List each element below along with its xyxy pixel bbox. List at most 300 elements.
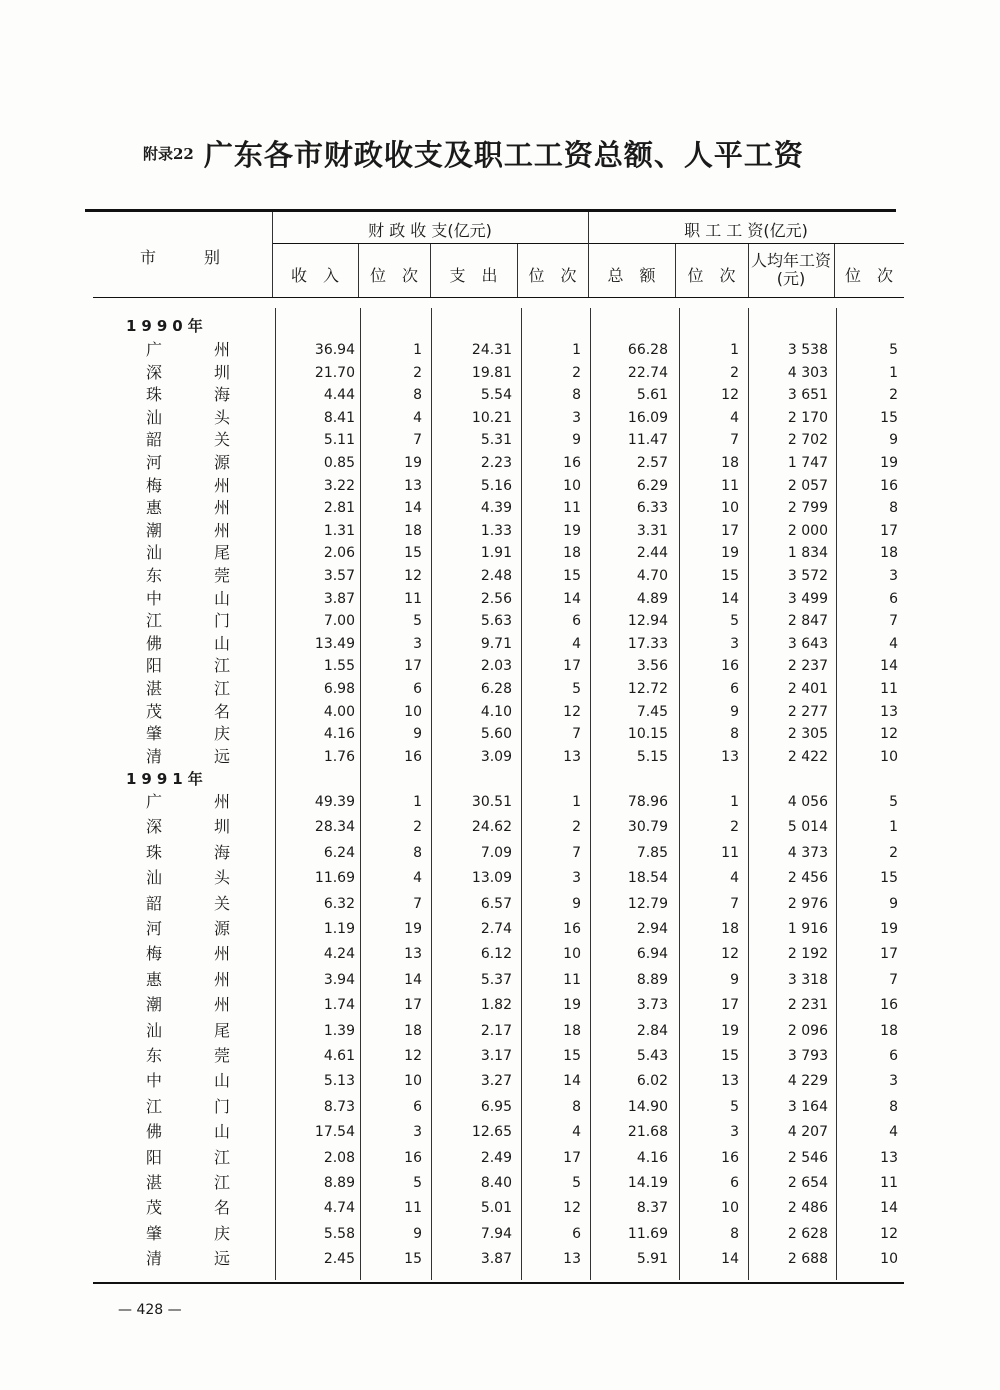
table-cell: 4 303 xyxy=(787,365,828,381)
table-cell: 4 xyxy=(730,410,739,426)
table-cell: 15 xyxy=(563,568,581,584)
table-cell: 1.76 xyxy=(323,749,355,765)
city-char-1: 珠 xyxy=(146,385,163,404)
city-char-2: 莞 xyxy=(213,566,230,585)
city-char-2: 源 xyxy=(213,919,230,938)
city-name xyxy=(146,384,230,406)
table-cell: 3 499 xyxy=(787,591,828,607)
city-char-2: 州 xyxy=(213,340,230,359)
table-cell: 14 xyxy=(721,1251,739,1267)
city-char-1: 清 xyxy=(146,1249,163,1268)
table-cell: 18 xyxy=(880,1023,898,1039)
table-cell: 6.33 xyxy=(636,500,668,516)
city-char-1: 茂 xyxy=(146,1198,163,1217)
city-char-2: 州 xyxy=(213,498,230,517)
table-cell: 2.17 xyxy=(480,1023,512,1039)
table-cell: 16.09 xyxy=(627,410,668,426)
table-cell: 19 xyxy=(880,921,898,937)
table-cell: 3 xyxy=(572,870,581,886)
table-cell: 3 793 xyxy=(787,1048,828,1064)
table-cell: 1.19 xyxy=(323,921,355,937)
year-label: 1990年 xyxy=(126,317,208,335)
table-cell: 16 xyxy=(721,658,739,674)
header-rank: 位 次 xyxy=(528,266,577,285)
city-char-1: 汕 xyxy=(146,543,163,562)
table-cell: 3 xyxy=(889,1073,898,1089)
city-char-1: 肇 xyxy=(146,724,163,743)
table-cell: 5.63 xyxy=(480,613,512,629)
table-cell: 4 xyxy=(413,410,422,426)
table-cell: 1 747 xyxy=(787,455,828,471)
table-cell: 19 xyxy=(563,997,581,1013)
table-cell: 3.22 xyxy=(323,478,355,494)
city-char-1: 湛 xyxy=(146,1173,163,1192)
table-cell: 5.31 xyxy=(480,432,512,448)
table-cell: 24.31 xyxy=(471,342,512,358)
table-cell: 2 xyxy=(572,819,581,835)
table-cell: 2 702 xyxy=(787,432,828,448)
city-char-2: 尾 xyxy=(213,1021,230,1040)
table-cell: 18 xyxy=(880,545,898,561)
table-cell: 4 xyxy=(730,870,739,886)
city-name xyxy=(146,497,230,519)
table-cell: 2 456 xyxy=(787,870,828,886)
table-cell: 11 xyxy=(721,845,739,861)
table-cell: 78.96 xyxy=(627,794,668,810)
city-name xyxy=(146,362,230,384)
table-cell: 7.85 xyxy=(636,845,668,861)
city-char-2: 山 xyxy=(213,589,230,608)
table-cell: 18 xyxy=(721,921,739,937)
table-cell: 2 xyxy=(889,845,898,861)
city-char-1: 佛 xyxy=(146,634,163,653)
table-cell: 2 xyxy=(889,387,898,403)
table-cell: 4 207 xyxy=(787,1124,828,1140)
table-cell: 8 xyxy=(413,845,422,861)
table-cell: 1.33 xyxy=(480,523,512,539)
city-name xyxy=(146,1020,230,1042)
city-char-2: 远 xyxy=(213,747,230,766)
city-name xyxy=(146,588,230,610)
city-char-2: 山 xyxy=(213,1122,230,1141)
table-cell: 5.16 xyxy=(480,478,512,494)
table-cell: 7 xyxy=(889,613,898,629)
city-name xyxy=(146,565,230,587)
table-cell: 3.17 xyxy=(480,1048,512,1064)
city-name xyxy=(146,918,230,940)
table-cell: 13 xyxy=(880,1150,898,1166)
table-cell: 7 xyxy=(413,432,422,448)
city-char-2: 庆 xyxy=(213,724,230,743)
table-cell: 4.74 xyxy=(323,1200,355,1216)
city-char-2: 江 xyxy=(213,656,230,675)
table-cell: 2 xyxy=(413,819,422,835)
table-cell: 1 xyxy=(889,819,898,835)
table-cell: 4 xyxy=(413,870,422,886)
city-name xyxy=(146,1121,230,1143)
table-cell: 2.74 xyxy=(480,921,512,937)
table-cell: 11.69 xyxy=(627,1226,668,1242)
table-cell: 11 xyxy=(404,1200,422,1216)
city-char-2: 尾 xyxy=(213,543,230,562)
table-cell: 15 xyxy=(721,568,739,584)
table-cell: 11.47 xyxy=(627,432,668,448)
table-cell: 6.98 xyxy=(323,681,355,697)
table-cell: 1 xyxy=(572,794,581,810)
table-cell: 15 xyxy=(404,545,422,561)
table-cell: 17 xyxy=(563,658,581,674)
table-cell: 8 xyxy=(572,387,581,403)
city-char-1: 阳 xyxy=(146,1148,163,1167)
table-cell: 12 xyxy=(880,1226,898,1242)
table-cell: 3 xyxy=(730,1124,739,1140)
table-cell: 19 xyxy=(880,455,898,471)
city-char-1: 广 xyxy=(146,792,163,811)
city-char-2: 海 xyxy=(213,843,230,862)
appendix-tag: 附录22 xyxy=(143,145,194,163)
table-cell: 6 xyxy=(413,1099,422,1115)
table-cell: 7 xyxy=(889,972,898,988)
table-cell: 2 976 xyxy=(787,896,828,912)
table-cell: 3 xyxy=(889,568,898,584)
city-char-1: 河 xyxy=(146,919,163,938)
table-cell: 1 xyxy=(413,794,422,810)
header-avg-line2: (元) xyxy=(776,269,806,288)
table-cell: 11 xyxy=(880,681,898,697)
table-cell: 9 xyxy=(730,704,739,720)
table-cell: 14 xyxy=(721,591,739,607)
city-char-2: 江 xyxy=(213,1173,230,1192)
table-cell: 2.57 xyxy=(636,455,668,471)
table-cell: 7 xyxy=(572,845,581,861)
table-cell: 5.91 xyxy=(636,1251,668,1267)
table-cell: 2 546 xyxy=(787,1150,828,1166)
table-cell: 4 229 xyxy=(787,1073,828,1089)
city-char-1: 广 xyxy=(146,340,163,359)
city-char-1: 深 xyxy=(146,363,163,382)
table-cell: 3.27 xyxy=(480,1073,512,1089)
table-cell: 30.79 xyxy=(627,819,668,835)
table-cell: 19 xyxy=(404,921,422,937)
table-cell: 28.34 xyxy=(314,819,355,835)
city-name xyxy=(146,1045,230,1067)
table-cell: 2.56 xyxy=(480,591,512,607)
table-cell: 6 xyxy=(572,1226,581,1242)
table-cell: 3 538 xyxy=(787,342,828,358)
table-cell: 16 xyxy=(404,749,422,765)
table-cell: 5.58 xyxy=(323,1226,355,1242)
table-cell: 6.12 xyxy=(480,946,512,962)
table-cell: 8 xyxy=(572,1099,581,1115)
table-cell: 3.87 xyxy=(480,1251,512,1267)
table-cell: 9 xyxy=(572,896,581,912)
table-cell: 17.54 xyxy=(314,1124,355,1140)
table-cell: 9 xyxy=(413,1226,422,1242)
table-cell: 12 xyxy=(721,387,739,403)
table-cell: 3 xyxy=(572,410,581,426)
table-cell: 19 xyxy=(563,523,581,539)
table-cell: 4.16 xyxy=(636,1150,668,1166)
table-cell: 11 xyxy=(721,478,739,494)
table-cell: 3 164 xyxy=(787,1099,828,1115)
city-char-1: 东 xyxy=(146,1046,163,1065)
table-cell: 13 xyxy=(563,749,581,765)
city-char-1: 湛 xyxy=(146,679,163,698)
city-char-1: 梅 xyxy=(146,944,163,963)
city-name xyxy=(146,746,230,768)
city-name xyxy=(146,542,230,564)
city-name xyxy=(146,994,230,1016)
city-char-2: 州 xyxy=(213,792,230,811)
table-cell: 16 xyxy=(721,1150,739,1166)
table-cell: 6.32 xyxy=(323,896,355,912)
city-char-1: 韶 xyxy=(146,430,163,449)
city-name xyxy=(146,867,230,889)
table-cell: 12 xyxy=(721,946,739,962)
table-cell: 2 000 xyxy=(787,523,828,539)
city-name xyxy=(146,893,230,915)
city-char-2: 山 xyxy=(213,1071,230,1090)
table-cell: 5 xyxy=(572,681,581,697)
table-cell: 8.40 xyxy=(480,1175,512,1191)
table-cell: 3.09 xyxy=(480,749,512,765)
city-name xyxy=(146,969,230,991)
table-cell: 6.29 xyxy=(636,478,668,494)
table-cell: 10 xyxy=(563,478,581,494)
table-cell: 2.06 xyxy=(323,545,355,561)
city-char-1: 清 xyxy=(146,747,163,766)
city-char-1: 惠 xyxy=(146,970,163,989)
table-cell: 4.24 xyxy=(323,946,355,962)
table-cell: 15 xyxy=(404,1251,422,1267)
table-cell: 2 170 xyxy=(787,410,828,426)
table-cell: 7.00 xyxy=(323,613,355,629)
city-char-2: 圳 xyxy=(213,817,230,836)
table-cell: 8 xyxy=(889,1099,898,1115)
table-cell: 7 xyxy=(572,726,581,742)
table-cell: 4 xyxy=(572,1124,581,1140)
table-cell: 3 651 xyxy=(787,387,828,403)
table-cell: 4 xyxy=(572,636,581,652)
table-cell: 1.82 xyxy=(480,997,512,1013)
table-cell: 3.73 xyxy=(636,997,668,1013)
table-cell: 4 xyxy=(889,1124,898,1140)
city-char-2: 名 xyxy=(213,702,230,721)
table-cell: 17 xyxy=(721,997,739,1013)
table-cell: 12 xyxy=(404,1048,422,1064)
table-cell: 18 xyxy=(404,523,422,539)
table-cell: 2 096 xyxy=(787,1023,828,1039)
table-cell: 10.15 xyxy=(627,726,668,742)
table-cell: 2 277 xyxy=(787,704,828,720)
table-cell: 15 xyxy=(721,1048,739,1064)
city-name xyxy=(146,816,230,838)
city-name xyxy=(146,1248,230,1270)
table-cell: 11 xyxy=(880,1175,898,1191)
header-rule xyxy=(93,297,904,298)
city-char-1: 茂 xyxy=(146,702,163,721)
table-cell: 8 xyxy=(730,1226,739,1242)
table-cell: 11 xyxy=(563,500,581,516)
table-cell: 2.49 xyxy=(480,1150,512,1166)
city-char-2: 江 xyxy=(213,1148,230,1167)
table-cell: 7.94 xyxy=(480,1226,512,1242)
table-cell: 5.01 xyxy=(480,1200,512,1216)
city-char-1: 潮 xyxy=(146,521,163,540)
city-char-2: 江 xyxy=(213,679,230,698)
table-cell: 1 xyxy=(572,342,581,358)
table-cell: 4.16 xyxy=(323,726,355,742)
table-cell: 13 xyxy=(721,1073,739,1089)
table-cell: 15 xyxy=(563,1048,581,1064)
header-finance-group: 财 政 收 支(亿元) xyxy=(368,221,492,240)
city-char-2: 庆 xyxy=(213,1224,230,1243)
table-cell: 4 373 xyxy=(787,845,828,861)
table-cell: 2.48 xyxy=(480,568,512,584)
header-wage-group: 职 工 工 资(亿元) xyxy=(684,221,808,240)
table-cell: 9 xyxy=(889,896,898,912)
city-char-1: 河 xyxy=(146,453,163,472)
city-name xyxy=(146,610,230,632)
table-cell: 4.44 xyxy=(323,387,355,403)
table-cell: 4 056 xyxy=(787,794,828,810)
table-cell: 10 xyxy=(721,1200,739,1216)
table-cell: 1.55 xyxy=(323,658,355,674)
header-avg-line1: 人均年工资 xyxy=(750,251,831,270)
table-cell: 10.21 xyxy=(471,410,512,426)
table-cell: 2.81 xyxy=(323,500,355,516)
table-cell: 12.94 xyxy=(627,613,668,629)
city-char-2: 州 xyxy=(213,944,230,963)
city-name xyxy=(146,475,230,497)
table-cell: 7.09 xyxy=(480,845,512,861)
table-cell: 49.39 xyxy=(314,794,355,810)
table-cell: 4.00 xyxy=(323,704,355,720)
city-char-2: 远 xyxy=(213,1249,230,1268)
table-cell: 1.74 xyxy=(323,997,355,1013)
title-text: 广东各市财政收支及职工工资总额、人平工资 xyxy=(203,138,804,172)
table-cell: 2 xyxy=(413,365,422,381)
table-cell: 7 xyxy=(413,896,422,912)
city-char-2: 海 xyxy=(213,385,230,404)
city-name xyxy=(146,1223,230,1245)
header-avg-wage xyxy=(740,252,842,288)
city-char-1: 江 xyxy=(146,1097,163,1116)
city-char-2: 关 xyxy=(213,430,230,449)
table-cell: 7 xyxy=(730,432,739,448)
table-cell: 3 xyxy=(413,636,422,652)
city-char-1: 东 xyxy=(146,566,163,585)
city-name xyxy=(146,791,230,813)
table-cell: 21.70 xyxy=(314,365,355,381)
city-name xyxy=(146,678,230,700)
table-cell: 6.24 xyxy=(323,845,355,861)
table-cell: 3.31 xyxy=(636,523,668,539)
table-cell: 5 xyxy=(572,1175,581,1191)
table-cell: 2 847 xyxy=(787,613,828,629)
city-char-2: 源 xyxy=(213,453,230,472)
header-rank: 位 次 xyxy=(687,266,736,285)
table-cell: 2.03 xyxy=(480,658,512,674)
table-cell: 12 xyxy=(880,726,898,742)
header-rank: 位 次 xyxy=(844,266,893,285)
table-cell: 13 xyxy=(721,749,739,765)
table-cell: 6.28 xyxy=(480,681,512,697)
header-total: 总 额 xyxy=(607,266,656,285)
table-cell: 2.84 xyxy=(636,1023,668,1039)
table-cell: 2 xyxy=(730,819,739,835)
table-cell: 2 xyxy=(730,365,739,381)
table-cell: 6 xyxy=(730,1175,739,1191)
city-name xyxy=(146,520,230,542)
city-name xyxy=(146,339,230,361)
table-cell: 16 xyxy=(880,997,898,1013)
table-cell: 10 xyxy=(721,500,739,516)
table-cell: 1 xyxy=(889,365,898,381)
city-char-2: 莞 xyxy=(213,1046,230,1065)
table-cell: 17 xyxy=(721,523,739,539)
table-cell: 21.68 xyxy=(627,1124,668,1140)
table-cell: 36.94 xyxy=(314,342,355,358)
table-cell: 18.54 xyxy=(627,870,668,886)
table-cell: 17 xyxy=(404,658,422,674)
table-cell: 5 014 xyxy=(787,819,828,835)
table-cell: 1.39 xyxy=(323,1023,355,1039)
table-cell: 18 xyxy=(404,1023,422,1039)
table-cell: 5.11 xyxy=(323,432,355,448)
table-cell: 5 xyxy=(413,1175,422,1191)
table-cell: 13 xyxy=(404,478,422,494)
table-cell: 6.57 xyxy=(480,896,512,912)
table-cell: 6 xyxy=(889,591,898,607)
city-char-1: 珠 xyxy=(146,843,163,862)
table-cell: 3 318 xyxy=(787,972,828,988)
city-char-2: 门 xyxy=(213,611,230,630)
table-cell: 7.45 xyxy=(636,704,668,720)
table-cell: 12 xyxy=(563,1200,581,1216)
table-cell: 3.87 xyxy=(323,591,355,607)
table-cell: 14.90 xyxy=(627,1099,668,1115)
city-char-2: 关 xyxy=(213,894,230,913)
table-cell: 16 xyxy=(404,1150,422,1166)
table-cell: 13.09 xyxy=(471,870,512,886)
table-cell: 14 xyxy=(563,1073,581,1089)
table-cell: 5 xyxy=(889,342,898,358)
city-name xyxy=(146,633,230,655)
table-cell: 6.02 xyxy=(636,1073,668,1089)
table-cell: 13 xyxy=(404,946,422,962)
city-char-2: 圳 xyxy=(213,363,230,382)
table-cell: 0.85 xyxy=(323,455,355,471)
city-char-1: 中 xyxy=(146,589,163,608)
year-label: 1991年 xyxy=(126,770,208,788)
city-char-1: 深 xyxy=(146,817,163,836)
table-cell: 1 834 xyxy=(787,545,828,561)
table-cell: 12.65 xyxy=(471,1124,512,1140)
table-cell: 2.45 xyxy=(323,1251,355,1267)
table-cell: 5.37 xyxy=(480,972,512,988)
table-cell: 14.19 xyxy=(627,1175,668,1191)
table-cell: 6.95 xyxy=(480,1099,512,1115)
table-cell: 5.13 xyxy=(323,1073,355,1089)
city-char-1: 汕 xyxy=(146,408,163,427)
table-cell: 16 xyxy=(563,921,581,937)
table-cell: 18 xyxy=(563,545,581,561)
table-cell: 17 xyxy=(563,1150,581,1166)
header-city: 市 别 xyxy=(139,248,220,267)
table-cell: 5.61 xyxy=(636,387,668,403)
city-char-2: 名 xyxy=(213,1198,230,1217)
